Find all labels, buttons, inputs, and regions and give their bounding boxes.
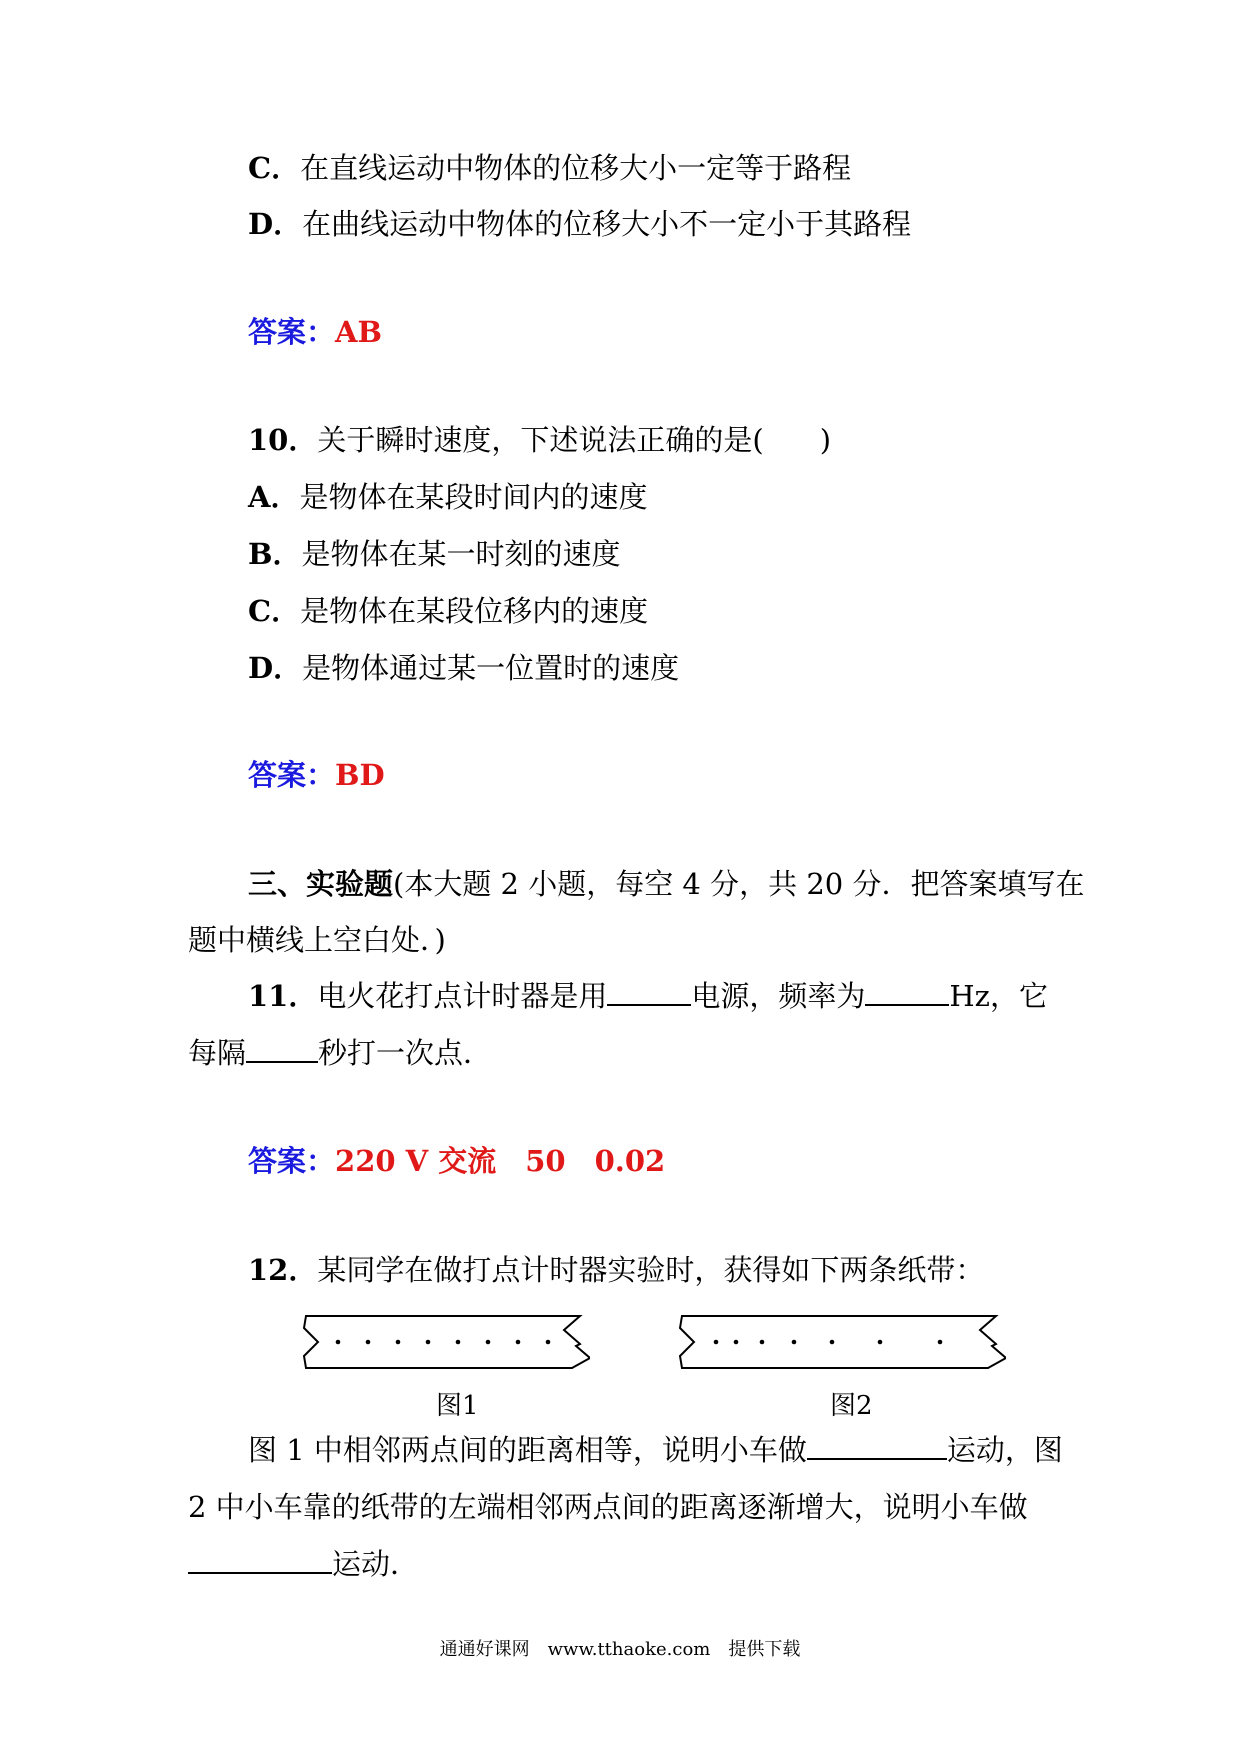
tape-dot — [878, 1340, 883, 1345]
tape-dot — [734, 1340, 739, 1345]
section-description: (本大题 2 小题，每空 4 分，共 20 分．把答案填写在 — [393, 867, 1085, 901]
fill-blank[interactable] — [607, 978, 691, 1006]
page-footer: 通通好课网 www.tthaoke.com 提供下载 — [439, 1639, 801, 1660]
q11-stem-cont — [188, 1035, 492, 1071]
q12-stem — [248, 1252, 984, 1288]
question-text: 2 中小车靠的纸带的左端相邻两点间的距离逐渐增大，说明小车做 — [188, 1490, 1028, 1524]
answer-value: 220 V 交流 50 0.02 — [335, 1144, 666, 1178]
answer-label: 答案： — [248, 758, 336, 792]
tape-dot — [486, 1340, 491, 1345]
tape-dot — [336, 1340, 341, 1345]
q11-stem — [248, 978, 1048, 1014]
section-title: 三、实验题 — [248, 867, 394, 901]
section-description: 题中横线上空白处．) — [188, 923, 446, 957]
option-label: B． — [248, 537, 302, 571]
answer-value: BD — [335, 758, 385, 792]
answer-value: AB — [335, 315, 383, 349]
q12-paragraph-line2 — [188, 1489, 1028, 1525]
tape-dot — [714, 1340, 719, 1345]
question-number: 12． — [248, 1253, 318, 1287]
option-label: C． — [248, 151, 301, 185]
question-text: 电源，频率为 — [691, 979, 866, 1013]
tape-dot — [396, 1340, 401, 1345]
answer-label: 答案： — [248, 1144, 336, 1178]
q9-answer — [248, 314, 382, 350]
question-text: 某同学在做打点计时器实验时，获得如下两条纸带： — [317, 1253, 985, 1287]
q10-answer — [248, 757, 385, 793]
q10-option-c — [248, 593, 648, 629]
option-text: 在直线运动中物体的位移大小一定等于路程 — [300, 151, 852, 185]
question-number: 10． — [248, 423, 318, 457]
option-label: A． — [248, 480, 300, 514]
tape-dot — [516, 1340, 521, 1345]
fill-blank[interactable] — [246, 1035, 318, 1063]
question-paren-close: ) — [819, 423, 832, 457]
figure-1-caption: 图1 — [436, 1391, 479, 1421]
question-text: 每隔 — [188, 1036, 247, 1070]
option-text: 是物体在某段位移内的速度 — [300, 594, 649, 628]
question-text: 秒打一次点． — [318, 1036, 493, 1070]
answer-label: 答案： — [248, 315, 336, 349]
q9-option-d — [248, 206, 911, 242]
option-label: D． — [248, 651, 303, 685]
option-label: D． — [248, 207, 303, 241]
question-text: 运动，图 — [946, 1433, 1063, 1467]
question-number: 11． — [248, 979, 318, 1013]
q10-option-b — [248, 536, 621, 572]
tape-dot — [760, 1340, 765, 1345]
fill-blank[interactable] — [865, 978, 949, 1006]
tape-dot — [938, 1340, 943, 1345]
option-text: 在曲线运动中物体的位移大小不一定小于其路程 — [302, 207, 912, 241]
section-3-description-cont — [188, 922, 446, 958]
option-text: 是物体在某一时刻的速度 — [301, 537, 621, 571]
q9-option-c — [248, 150, 851, 186]
q10-stem — [248, 422, 831, 458]
option-text: 是物体在某段时间内的速度 — [299, 480, 648, 514]
tape-outline — [680, 1316, 1006, 1368]
question-text: 关于瞬时速度，下述说法正确的是( — [317, 423, 764, 457]
tape-dot — [830, 1340, 835, 1345]
figure-2-caption: 图2 — [830, 1391, 873, 1421]
question-text: 电火花打点计时器是用 — [317, 979, 608, 1013]
tape-dot — [456, 1340, 461, 1345]
figure-1-paper-tape — [300, 1310, 590, 1376]
option-label: C． — [248, 594, 301, 628]
tape-dot — [546, 1340, 551, 1345]
section-3-heading — [248, 866, 1084, 902]
q11-answer — [248, 1143, 665, 1179]
question-text: Hz，它 — [949, 979, 1048, 1013]
q10-option-d — [248, 650, 679, 686]
option-text: 是物体通过某一位置时的速度 — [302, 651, 680, 685]
tape-dot — [792, 1340, 797, 1345]
question-text: 运动． — [332, 1547, 420, 1581]
fill-blank[interactable] — [188, 1546, 332, 1574]
tape-dot — [426, 1340, 431, 1345]
q12-paragraph-line1 — [248, 1432, 1063, 1468]
tape-dot — [366, 1340, 371, 1345]
q10-option-a — [248, 479, 648, 515]
question-text: 图 1 中相邻两点间的距离相等，说明小车做 — [248, 1433, 807, 1467]
q12-paragraph-line3 — [188, 1546, 419, 1582]
fill-blank[interactable] — [807, 1432, 947, 1460]
figure-2-paper-tape — [676, 1310, 1006, 1376]
